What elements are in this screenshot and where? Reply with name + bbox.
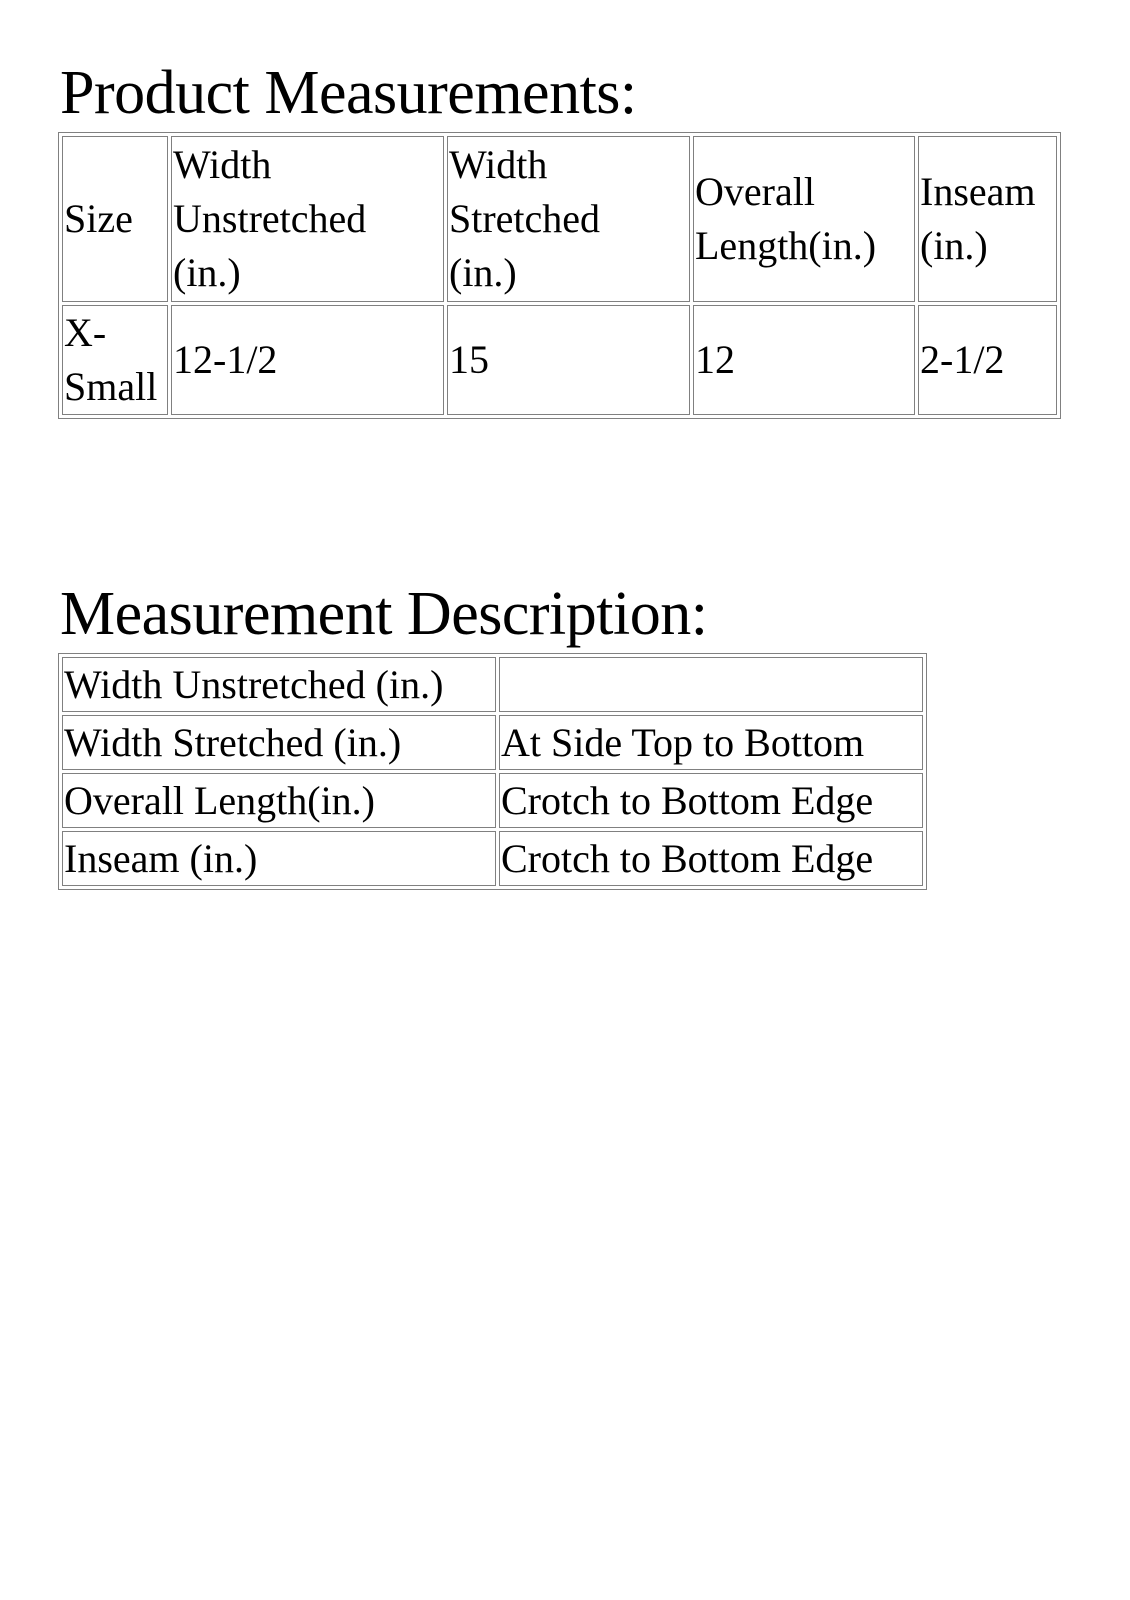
product-measurements-title: Product Measurements: [60, 59, 637, 127]
cell-inseam: 2-1/2 [918, 305, 1057, 415]
table-header-row [62, 136, 1057, 302]
description-name-cell: Width Stretched (in.) [62, 715, 496, 770]
header-width-stretched-line: Width [449, 142, 548, 187]
header-inseam-line: (in.) [920, 223, 988, 268]
description-value-cell: Crotch to Bottom Edge [499, 831, 923, 886]
cell-overall-length: 12 [693, 305, 915, 415]
table-row [62, 657, 923, 712]
description-name-cell: Inseam (in.) [62, 831, 496, 886]
cell-size-line: X- [64, 310, 107, 355]
header-overall-length-line: Length(in.) [695, 223, 877, 268]
header-width-stretched-line: (in.) [449, 250, 517, 295]
header-width-unstretched-line: Width [173, 142, 272, 187]
header-width-unstretched-line: (in.) [173, 250, 241, 295]
cell-size [62, 305, 168, 415]
header-width-unstretched-line: Unstretched [173, 196, 367, 241]
table-row [62, 773, 923, 828]
header-inseam [918, 136, 1057, 302]
description-value-cell: Crotch to Bottom Edge [499, 773, 923, 828]
description-value-cell [499, 657, 923, 712]
header-size-line: Size [64, 196, 133, 241]
table-row [62, 831, 923, 886]
description-name-cell: Overall Length(in.) [62, 773, 496, 828]
header-size [62, 136, 168, 302]
product-measurements-table [58, 132, 1061, 419]
table-row [62, 715, 923, 770]
measurement-description-title: Measurement Description: [60, 580, 708, 648]
cell-width-unstretched: 12-1/2 [171, 305, 444, 415]
description-name-cell: Width Unstretched (in.) [62, 657, 496, 712]
description-value-cell: At Side Top to Bottom [499, 715, 923, 770]
header-width-stretched-line: Stretched [449, 196, 601, 241]
header-overall-length [693, 136, 915, 302]
cell-width-stretched: 15 [447, 305, 690, 415]
header-width-unstretched [171, 136, 444, 302]
header-width-stretched [447, 136, 690, 302]
header-overall-length-line: Overall [695, 169, 815, 214]
measurement-description-table [58, 653, 927, 890]
header-inseam-line: Inseam [920, 169, 1036, 214]
cell-size-line: Small [64, 364, 158, 409]
table-row [62, 305, 1057, 415]
